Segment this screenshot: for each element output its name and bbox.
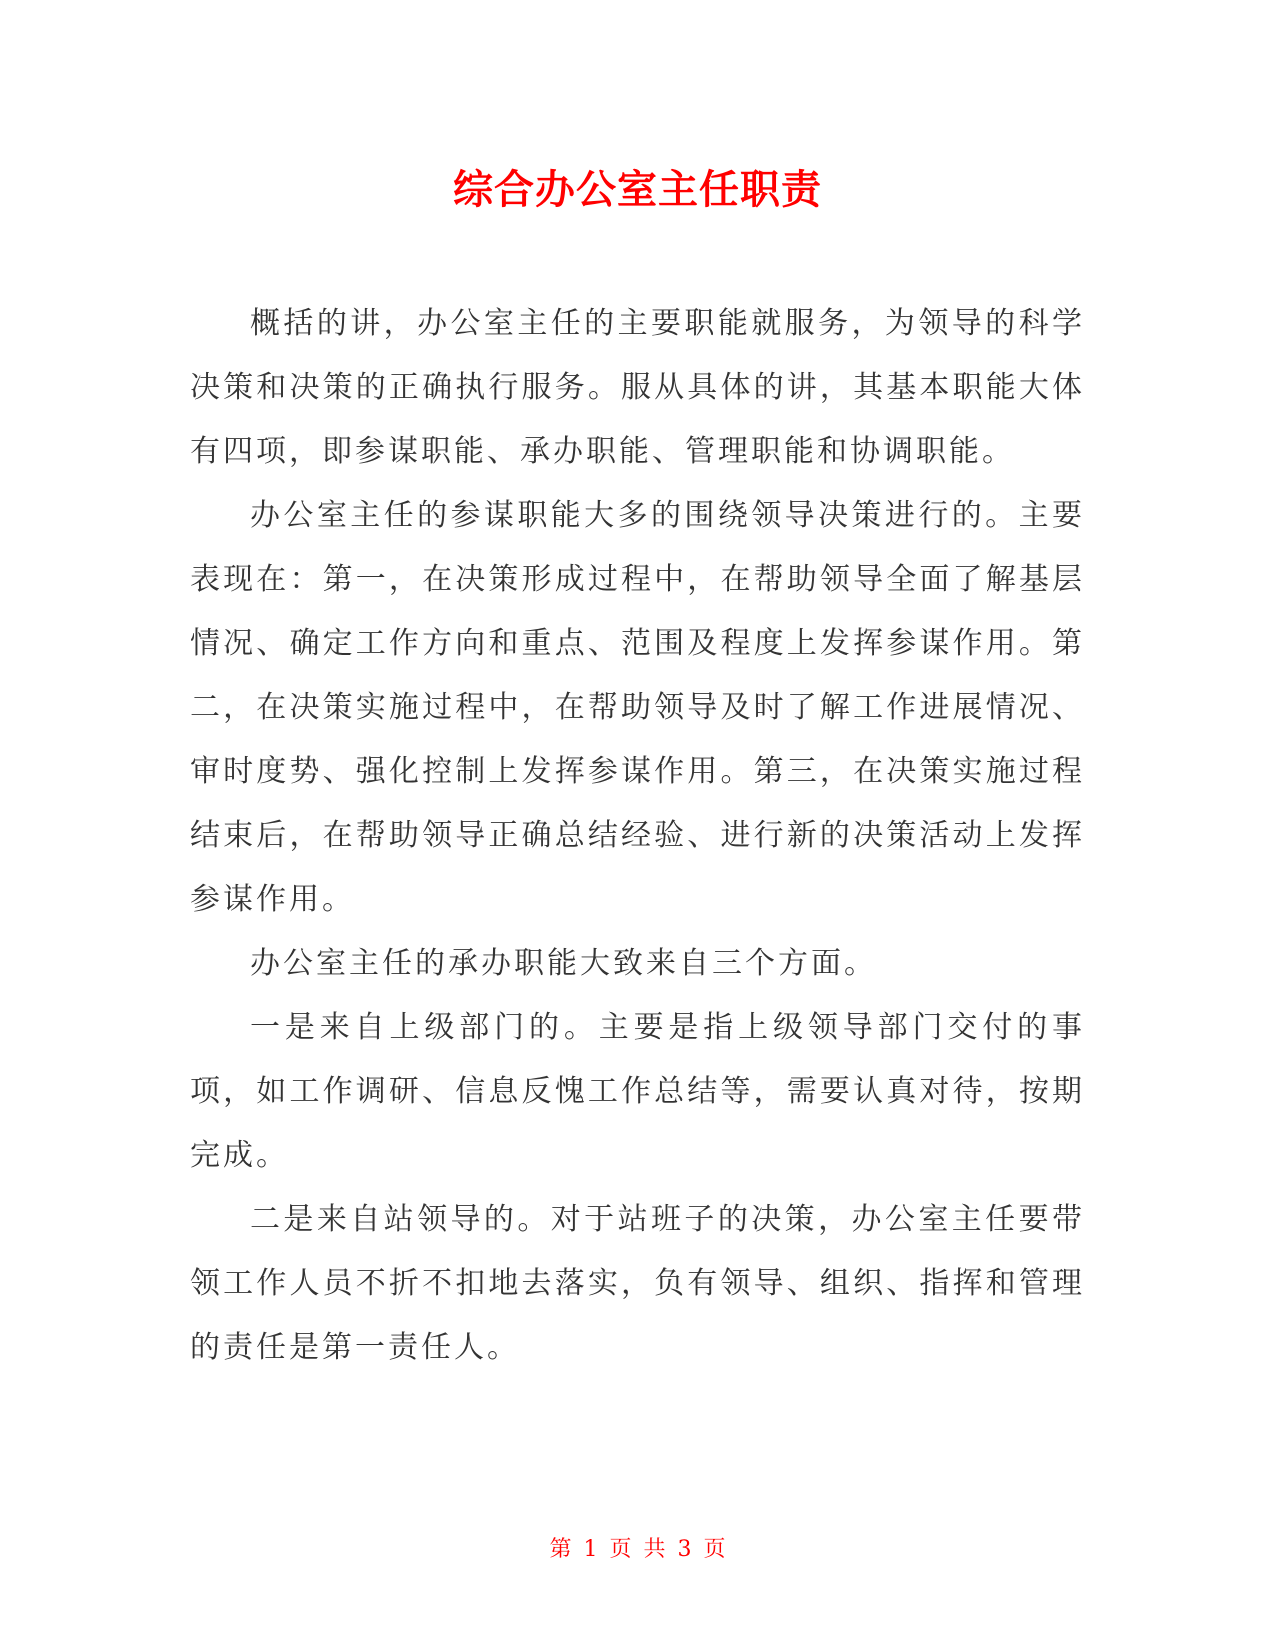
paragraph-2: 办公室主任的参谋职能大多的围绕领导决策进行的。主要表现在：第一，在决策形成过程中，在帮助领导全面了解基层情况、确定工作方向和重点、范围及程度上发挥参谋作用。第二，在决策实施过程中，在帮助领导及时了解工作进展情况、审时度势、强化控制上发挥参谋作用。第三，在决策实施过程结束后，在帮助领导正确总结经验、进行新的决策活动上发挥参谋作用。 (190, 498, 1085, 917)
footer-page-label: 页 (609, 1537, 632, 1562)
page-footer (0, 1534, 1275, 1566)
document-body (190, 292, 1085, 1380)
footer-total-pages: 3 (677, 1537, 692, 1562)
footer-page-number: 1 (583, 1537, 598, 1562)
footer-page-prefix: 第 (549, 1537, 572, 1562)
footer-total-label: 页 (703, 1537, 726, 1562)
footer-total-prefix: 共 (643, 1537, 666, 1562)
paragraph-5: 二是来自站领导的。对于站班子的决策，办公室主任要带领工作人员不折不扣地去落实，负有领导、组织、指挥和管理的责任是第一责任人。 (190, 1202, 1085, 1365)
paragraph-3: 办公室主任的承办职能大致来自三个方面。 (250, 946, 877, 981)
paragraph-4: 一是来自上级部门的。主要是指上级领导部门交付的事项，如工作调研、信息反愧工作总结等，需要认真对待，按期完成。 (190, 1010, 1085, 1173)
document-title: 综合办公室主任职责 (453, 167, 822, 213)
paragraph-1: 概括的讲，办公室主任的主要职能就服务，为领导的科学决策和决策的正确执行服务。服从具体的讲，其基本职能大体有四项，即参谋职能、承办职能、管理职能和协调职能。 (190, 306, 1085, 469)
